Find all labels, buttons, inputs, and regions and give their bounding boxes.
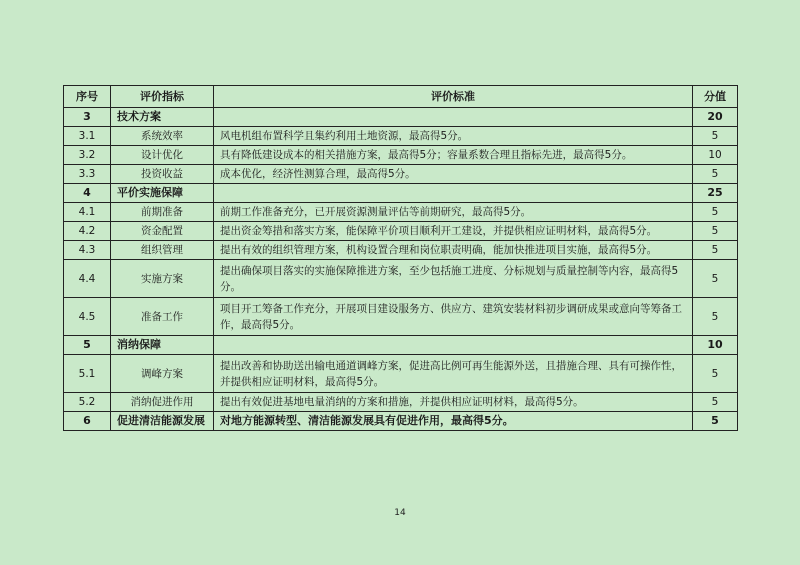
row-score: 10 [693, 336, 738, 355]
row-score: 5 [693, 393, 738, 412]
row-standard: 前期工作准备充分，已开展资源测量评估等前期研究，最高得5分。 [214, 203, 693, 222]
table-row [64, 241, 738, 260]
table-row [64, 222, 738, 241]
row-standard: 提出确保项目落实的实施保障推进方案，至少包括施工进度、分标规划与质量控制等内容，最高得5分。 [214, 260, 693, 298]
row-indicator: 促进清洁能源发展 [111, 412, 214, 431]
row-indicator: 前期准备 [111, 203, 214, 222]
section-row [64, 336, 738, 355]
row-standard: 提出有效的组织管理方案，机构设置合理和岗位职责明确，能加快推进项目实施，最高得5分。 [214, 241, 693, 260]
row-number: 5.2 [64, 393, 111, 412]
row-number: 4 [64, 184, 111, 203]
row-standard [214, 336, 693, 355]
row-indicator: 设计优化 [111, 146, 214, 165]
table-row [64, 298, 738, 336]
row-indicator: 系统效率 [111, 127, 214, 146]
row-score: 5 [693, 127, 738, 146]
row-number: 4.1 [64, 203, 111, 222]
row-number: 3.1 [64, 127, 111, 146]
row-standard: 提出有效促进基地电量消纳的方案和措施，并提供相应证明材料，最高得5分。 [214, 393, 693, 412]
row-indicator: 准备工作 [111, 298, 214, 336]
row-number: 5 [64, 336, 111, 355]
table-header-row [64, 86, 738, 108]
page-number: 14 [394, 508, 406, 518]
header-no: 序号 [64, 86, 111, 108]
section-row [64, 184, 738, 203]
header-standard: 评价标准 [214, 86, 693, 108]
row-score: 5 [693, 298, 738, 336]
evaluation-table [63, 85, 738, 431]
row-number: 4.4 [64, 260, 111, 298]
table-row [64, 203, 738, 222]
row-indicator: 实施方案 [111, 260, 214, 298]
row-score: 5 [693, 165, 738, 184]
row-indicator: 消纳保障 [111, 336, 214, 355]
row-score: 25 [693, 184, 738, 203]
row-score: 5 [693, 241, 738, 260]
row-indicator: 组织管理 [111, 241, 214, 260]
row-score: 5 [693, 260, 738, 298]
row-number: 4.5 [64, 298, 111, 336]
row-number: 3.3 [64, 165, 111, 184]
table-body [64, 108, 738, 431]
header-indicator: 评价指标 [111, 86, 214, 108]
row-standard [214, 184, 693, 203]
table-row [64, 127, 738, 146]
row-standard: 成本优化，经济性测算合理，最高得5分。 [214, 165, 693, 184]
section-row [64, 108, 738, 127]
row-score: 5 [693, 222, 738, 241]
row-indicator: 资金配置 [111, 222, 214, 241]
row-standard: 风电机组布置科学且集约利用土地资源，最高得5分。 [214, 127, 693, 146]
row-score: 20 [693, 108, 738, 127]
row-standard [214, 108, 693, 127]
row-indicator: 平价实施保障 [111, 184, 214, 203]
table-row [64, 393, 738, 412]
row-score: 5 [693, 355, 738, 393]
table-row [64, 165, 738, 184]
table-row [64, 146, 738, 165]
row-number: 4.3 [64, 241, 111, 260]
row-number: 3.2 [64, 146, 111, 165]
row-standard: 提出资金筹措和落实方案，能保障平价项目顺利开工建设，并提供相应证明材料，最高得5分。 [214, 222, 693, 241]
table-row [64, 260, 738, 298]
row-indicator: 调峰方案 [111, 355, 214, 393]
row-number: 3 [64, 108, 111, 127]
row-score: 10 [693, 146, 738, 165]
row-indicator: 消纳促进作用 [111, 393, 214, 412]
row-indicator: 技术方案 [111, 108, 214, 127]
table-row [64, 355, 738, 393]
row-score: 5 [693, 412, 738, 431]
row-standard: 对地方能源转型、清洁能源发展具有促进作用，最高得5分。 [214, 412, 693, 431]
row-number: 5.1 [64, 355, 111, 393]
row-number: 4.2 [64, 222, 111, 241]
row-number: 6 [64, 412, 111, 431]
row-standard: 具有降低建设成本的相关措施方案，最高得5分；容量系数合理且指标先进，最高得5分。 [214, 146, 693, 165]
row-indicator: 投资收益 [111, 165, 214, 184]
section-row [64, 412, 738, 431]
header-score: 分值 [693, 86, 738, 108]
row-standard: 项目开工筹备工作充分，开展项目建设服务方、供应方、建筑安装材料初步调研成果或意向等筹备工作，最高得5分。 [214, 298, 693, 336]
row-standard: 提出改善和协助送出输电通道调峰方案，促进高比例可再生能源外送，且措施合理、具有可操作性，并提供相应证明材料，最高得5分。 [214, 355, 693, 393]
row-score: 5 [693, 203, 738, 222]
